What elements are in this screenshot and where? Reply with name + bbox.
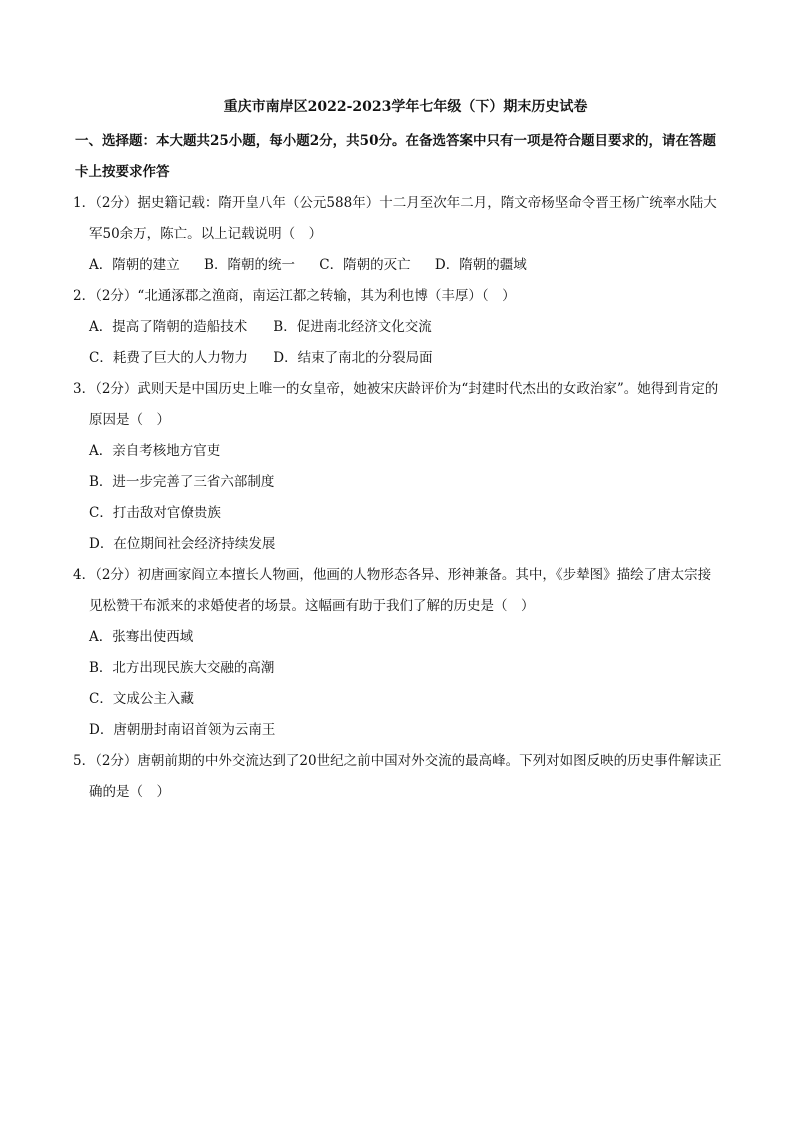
question-4 (73, 560, 724, 746)
question-3 (73, 374, 724, 560)
option-a: A．张骞出使西域 (89, 629, 194, 645)
option-c: C．文成公主入藏 (89, 691, 194, 707)
option-row (73, 312, 724, 343)
question-stem: 5．（2分）唐朝前期的中外交流达到了20世纪之前中国对外交流的最高峰。下列对如图反映的历史事件解读正确的是（ ） (73, 753, 722, 800)
option-a: A．亲自考核地方官吏 (89, 443, 221, 459)
option-c: C．耗费了巨大的人力物力 (89, 350, 248, 366)
question-5 (73, 746, 724, 808)
option-b: B．促进南北经济文化交流 (273, 319, 432, 335)
question-stem: 1．（2分）据史籍记载：隋开皇八年（公元588年）十二月至次年二月，隋文帝杨坚命令晋王杨广统率水陆大军50余万，陈亡。以上记载说明（ ） (73, 195, 717, 242)
option-d: D．隋朝的疆域 (434, 257, 527, 273)
question-2 (73, 281, 724, 374)
option-b: B．北方出现民族大交融的高潮 (89, 660, 275, 676)
option-d: D．唐朝册封南诏首领为云南王 (89, 722, 276, 738)
option-d: D．结束了南北的分裂局面 (273, 350, 433, 366)
option-d: D．在位期间社会经济持续发展 (89, 536, 276, 552)
question-stem: 4．（2分）初唐画家阎立本擅长人物画，他画的人物形态各异、形神兼备。其中，《步辇图》描绘了唐太宗接见松赞干布派来的求婚使者的场景。这幅画有助于我们了解的历史是（ ） (73, 567, 712, 614)
option-row (73, 343, 724, 374)
option-a: A．提高了隋朝的造船技术 (89, 319, 248, 335)
exam-title: 重庆市南岸区2022-2023学年七年级（下）期末历史试卷 (223, 99, 588, 115)
question-stem: 3．（2分）武则天是中国历史上唯一的女皇帝，她被宋庆龄评价为“封建时代杰出的女政治家”。她得到肯定的原因是（ ） (73, 381, 719, 428)
option-c: C．打击敌对官僚贵族 (89, 505, 221, 521)
option-a: A．隋朝的建立 (89, 257, 180, 273)
option-row (73, 250, 724, 281)
question-1 (73, 188, 724, 281)
question-stem: 2．（2分）“北通涿郡之渔商，南运江都之转输，其为利也博（丰厚）（ ） (73, 288, 516, 304)
option-b: B．隋朝的统一 (204, 257, 295, 273)
option-c: C．隋朝的灭亡 (319, 257, 411, 273)
section-instructions: 一、选择题：本大题共25小题，每小题2分，共50分。在备选答案中只有一项是符合题目要求的，请在答题卡上按要求作答 (75, 133, 716, 180)
option-b: B．进一步完善了三省六部制度 (89, 474, 275, 490)
